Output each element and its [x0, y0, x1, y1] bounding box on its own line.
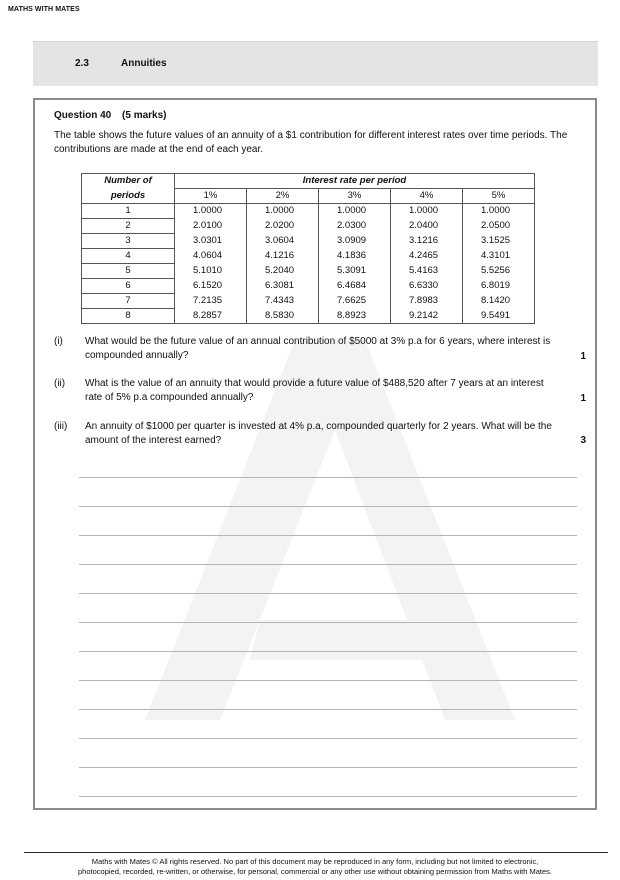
- question-label: Question 40: [54, 110, 112, 121]
- rate-col-header: 3%: [319, 189, 391, 204]
- value-cell: 6.1520: [175, 279, 247, 294]
- table-row: [82, 204, 535, 219]
- answer-line[interactable]: [79, 477, 577, 478]
- value-cell: 2.0500: [463, 219, 535, 234]
- value-cell: 7.2135: [175, 294, 247, 309]
- answer-line[interactable]: [79, 680, 577, 681]
- value-cell: 2.0400: [391, 219, 463, 234]
- value-cell: 6.8019: [463, 279, 535, 294]
- question-intro: The table shows the future values of an annuity of a $1 contribution for different interest rates over time periods. The contributions are made at the end of each year.: [54, 130, 568, 155]
- answer-line[interactable]: [79, 564, 577, 565]
- period-cell: 1: [82, 204, 175, 219]
- section-title: Annuities: [121, 58, 167, 69]
- periods-header-line2: periods: [82, 189, 175, 204]
- value-cell: 5.2040: [247, 264, 319, 279]
- value-cell: 8.2857: [175, 309, 247, 324]
- period-cell: 8: [82, 309, 175, 324]
- part-text: What is the value of an annuity that would provide a future value of $488,520 after 7 years at an interest rate of 5% p.a compounded annually?: [85, 378, 544, 403]
- value-cell: 5.1010: [175, 264, 247, 279]
- rate-col-header: 4%: [391, 189, 463, 204]
- value-cell: 3.0909: [319, 234, 391, 249]
- value-cell: 7.4343: [247, 294, 319, 309]
- table-row: [82, 264, 535, 279]
- part-number: (iii): [54, 421, 68, 432]
- value-cell: 9.5491: [463, 309, 535, 324]
- answer-line[interactable]: [79, 796, 577, 797]
- part-text: What would be the future value of an annual contribution of $5000 at 3% p.a for 6 years, where interest is compounded annually?: [85, 336, 551, 361]
- period-cell: 2: [82, 219, 175, 234]
- annuity-table: [81, 173, 535, 324]
- period-cell: 5: [82, 264, 175, 279]
- rate-col-header: 5%: [463, 189, 535, 204]
- table-row: [82, 234, 535, 249]
- part-iii-mark: 3: [580, 435, 586, 446]
- answer-line[interactable]: [79, 593, 577, 594]
- table-row: [82, 279, 535, 294]
- periods-header-line1: Number of: [82, 174, 175, 189]
- period-cell: 6: [82, 279, 175, 294]
- value-cell: 7.6625: [319, 294, 391, 309]
- value-cell: 3.1525: [463, 234, 535, 249]
- table-row: [82, 309, 535, 324]
- part-text: An annuity of $1000 per quarter is invested at 4% p.a, compounded quarterly for 2 years. What will be the amount of the interest earned?: [85, 421, 552, 446]
- footer-divider: [24, 852, 608, 853]
- value-cell: 2.0100: [175, 219, 247, 234]
- value-cell: 1.0000: [463, 204, 535, 219]
- footer-line-1: Maths with Mates © All rights reserved. No part of this document may be reproduced in any form, including but not limited to electronic,: [91, 857, 539, 866]
- answer-line[interactable]: [79, 651, 577, 652]
- answer-line[interactable]: [79, 767, 577, 768]
- footer-line-2: photocopied, recorded, re-written, or otherwise, for personal, commercial or any other use without obtaining permission from Maths with Mates.: [78, 867, 552, 876]
- brand-label: MATHS WITH MATES: [8, 6, 80, 13]
- table-row: [82, 249, 535, 264]
- value-cell: 1.0000: [391, 204, 463, 219]
- value-cell: 5.3091: [319, 264, 391, 279]
- value-cell: 8.1420: [463, 294, 535, 309]
- question-box: [33, 98, 597, 810]
- section-header-bar: [33, 41, 598, 86]
- part-i-mark: 1: [580, 351, 586, 362]
- value-cell: 8.5830: [247, 309, 319, 324]
- period-cell: 7: [82, 294, 175, 309]
- question-heading: [54, 110, 167, 121]
- copyright-footer: [20, 857, 610, 877]
- rate-col-header: 2%: [247, 189, 319, 204]
- value-cell: 6.4684: [319, 279, 391, 294]
- value-cell: 4.1836: [319, 249, 391, 264]
- value-cell: 6.6330: [391, 279, 463, 294]
- value-cell: 4.1216: [247, 249, 319, 264]
- period-cell: 3: [82, 234, 175, 249]
- value-cell: 3.0301: [175, 234, 247, 249]
- rate-col-header: 1%: [175, 189, 247, 204]
- table-row: [82, 219, 535, 234]
- answer-line[interactable]: [79, 506, 577, 507]
- section-number: 2.3: [75, 58, 89, 69]
- rate-header: Interest rate per period: [175, 174, 535, 189]
- answer-line[interactable]: [79, 738, 577, 739]
- question-marks: (5 marks): [122, 110, 167, 121]
- period-cell: 4: [82, 249, 175, 264]
- value-cell: 1.0000: [319, 204, 391, 219]
- part-ii-mark: 1: [580, 393, 586, 404]
- value-cell: 9.2142: [391, 309, 463, 324]
- value-cell: 3.1216: [391, 234, 463, 249]
- value-cell: 5.5256: [463, 264, 535, 279]
- answer-line[interactable]: [79, 535, 577, 536]
- value-cell: 2.0300: [319, 219, 391, 234]
- value-cell: 1.0000: [247, 204, 319, 219]
- value-cell: 7.8983: [391, 294, 463, 309]
- value-cell: 8.8923: [319, 309, 391, 324]
- value-cell: 2.0200: [247, 219, 319, 234]
- answer-line[interactable]: [79, 622, 577, 623]
- value-cell: 3.0604: [247, 234, 319, 249]
- answer-line[interactable]: [79, 709, 577, 710]
- value-cell: 1.0000: [175, 204, 247, 219]
- part-number: (i): [54, 336, 63, 347]
- value-cell: 4.3101: [463, 249, 535, 264]
- value-cell: 4.2465: [391, 249, 463, 264]
- value-cell: 6.3081: [247, 279, 319, 294]
- table-row: [82, 294, 535, 309]
- part-number: (ii): [54, 378, 66, 389]
- value-cell: 4.0604: [175, 249, 247, 264]
- value-cell: 5.4163: [391, 264, 463, 279]
